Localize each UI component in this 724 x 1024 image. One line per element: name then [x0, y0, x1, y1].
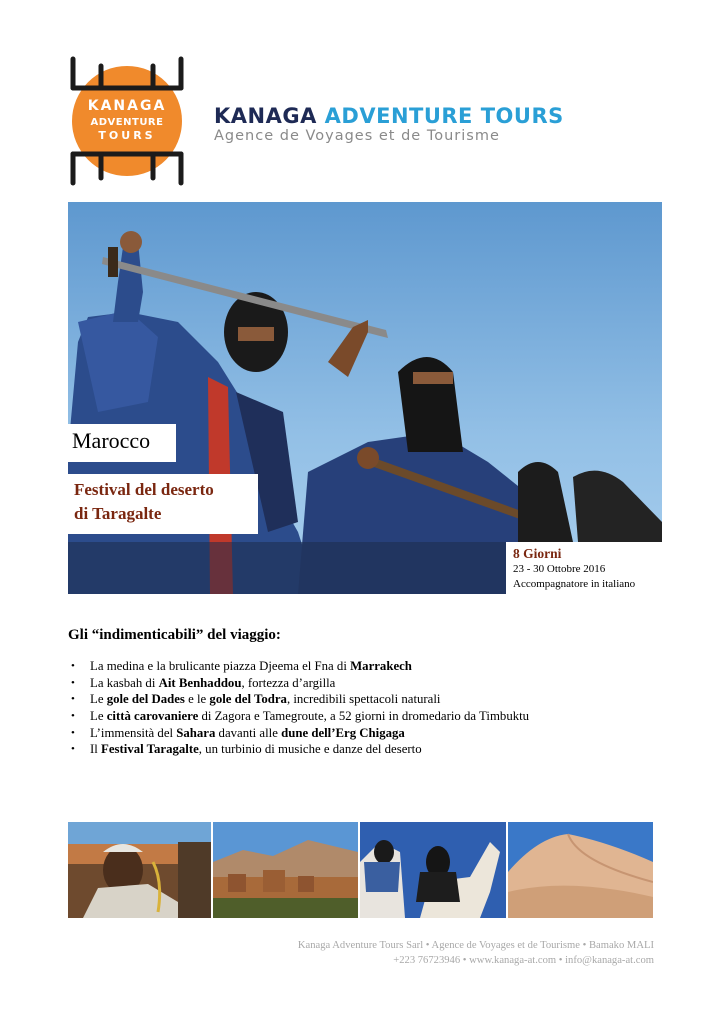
hero-image: [68, 202, 662, 594]
bullet-icon: •: [71, 693, 75, 706]
thumb-marrakech: [68, 822, 211, 918]
bullet-icon: •: [71, 710, 75, 723]
highlights-title: Gli “indimenticabili” del viaggio:: [68, 627, 281, 643]
destination-box: [68, 424, 176, 462]
tour-dates: 23 - 30 Ottobre 2016: [513, 563, 606, 575]
thumb-camels: [360, 822, 506, 918]
destination-title: Marocco: [72, 428, 151, 453]
footer-company: Kanaga Adventure Tours Sarl • Agence de Voyages et de Tourisme • Bamako MALI: [297, 940, 654, 951]
bullet-icon: •: [71, 676, 75, 689]
highlight-item: • Il Festival Taragalte, un turbinio di musiche e danze del deserto: [71, 742, 422, 757]
brand-name-part2: ADVENTURE TOURS: [324, 104, 564, 128]
thumb-dunes: [508, 822, 653, 918]
brand-subtitle: Agence de Voyages et de Tourisme: [214, 128, 500, 144]
highlight-item: • Le città carovaniere di Zagora e Tamegroute, a 52 giorni in dromedario da Timbuktu: [71, 709, 530, 724]
logo-text-kanaga: KANAGA: [87, 98, 167, 114]
logo-text-tours: TOURS: [98, 129, 156, 142]
thumb-kasbah: [213, 822, 358, 918]
tour-info-box: [506, 542, 662, 594]
brand-name-part1: KANAGA: [214, 104, 317, 128]
tour-days: 8 Giorni: [513, 546, 562, 561]
tour-guide: Accompagnatore in italiano: [513, 578, 636, 590]
highlight-item: • La medina e la brulicante piazza Djeema el Fna di Marrakech: [71, 659, 412, 673]
bullet-icon: •: [71, 726, 75, 739]
kanaga-logo: [68, 54, 186, 188]
tour-title-line2: di Taragalte: [74, 504, 162, 523]
highlight-item: • Le gole del Dades e le gole del Todra, incredibili spettacoli naturali: [71, 692, 441, 707]
brand-name: [214, 104, 564, 128]
tour-title-line1: Festival del deserto: [74, 480, 214, 499]
bullet-icon: •: [71, 660, 75, 672]
highlights-list: [68, 658, 662, 758]
tour-title-box: [68, 474, 258, 534]
logo-text-adventure: ADVENTURE: [90, 117, 164, 128]
highlight-item: • L’immensità del Sahara davanti alle dune dell’Erg Chigaga: [71, 725, 405, 740]
footer-contacts: +223 76723946 • www.kanaga-at.com • info@kanaga-at.com: [393, 955, 654, 966]
highlight-item: • La kasbah di Ait Benhaddou, fortezza d’argilla: [71, 675, 336, 690]
bullet-icon: •: [71, 743, 75, 756]
